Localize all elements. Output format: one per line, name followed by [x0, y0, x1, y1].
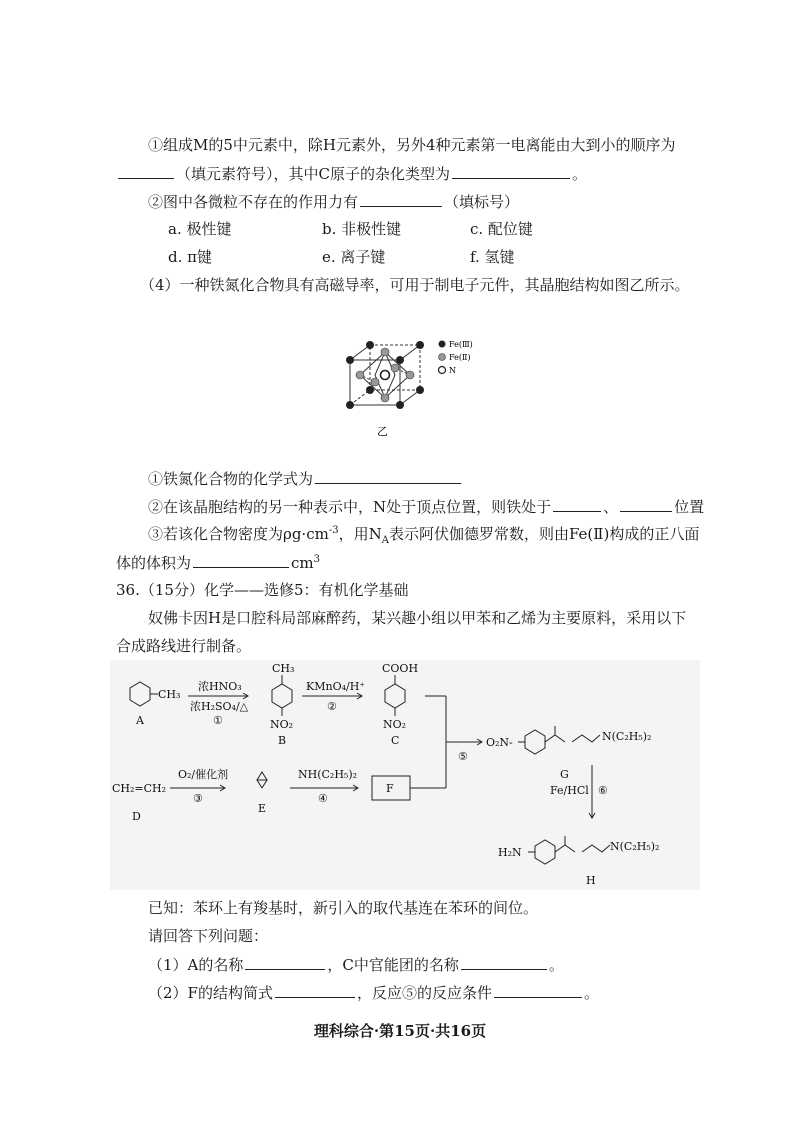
q4-sub3-line2: 体的体积为 $cm^3$ — [116, 554, 321, 572]
svg-text:②: ② — [327, 700, 337, 713]
legend-fe3: Fe(Ⅲ) — [449, 340, 473, 349]
svg-text:③: ③ — [193, 792, 203, 805]
svg-text:CH₃: CH₃ — [272, 662, 295, 675]
svg-text:A: A — [136, 714, 144, 727]
answer-blank[interactable] — [494, 982, 582, 998]
svg-text:H₂N: H₂N — [498, 846, 522, 859]
svg-text:N(C₂H₅)₂: N(C₂H₅)₂ — [602, 730, 652, 743]
q36-answer1: （1）A的名称 ，C中官能团的名称 。 — [148, 956, 564, 974]
legend-n: N — [449, 366, 456, 375]
svg-text:F: F — [386, 782, 394, 795]
q3-part2: ②图中各微粒不存在的作用力有 （填标号） — [148, 193, 520, 211]
svg-text:NO₂: NO₂ — [383, 718, 407, 731]
svg-text:N(C₂H₅)₂: N(C₂H₅)₂ — [610, 840, 660, 853]
svg-text:H: H — [586, 874, 596, 887]
answer-blank[interactable] — [245, 954, 325, 970]
svg-text:O₂/催化剂: O₂/催化剂 — [178, 768, 229, 781]
answer-blank[interactable] — [118, 163, 174, 179]
svg-text:Fe/HCl: Fe/HCl — [550, 784, 589, 797]
svg-text:KMnO₄/H⁺: KMnO₄/H⁺ — [306, 680, 366, 693]
n-atom — [381, 371, 390, 380]
svg-text:COOH: COOH — [382, 662, 419, 675]
svg-text:C: C — [391, 734, 400, 747]
crystal-structure-figure — [335, 330, 495, 440]
svg-text:浓HNO₃: 浓HNO₃ — [198, 680, 242, 693]
q36-intro-1: 奴佛卡因H是口腔科局部麻醉药，某兴趣小组以甲苯和乙烯为主要原料，采用以下 — [148, 609, 687, 627]
option-d: d. π键 — [168, 248, 212, 266]
q36-intro-2: 合成路线进行制备。 — [116, 637, 252, 655]
svg-text:⑤: ⑤ — [458, 750, 468, 763]
svg-text:④: ④ — [318, 792, 328, 805]
svg-text:浓H₂SO₄/△: 浓H₂SO₄/△ — [190, 700, 249, 713]
answer-blank[interactable] — [553, 496, 601, 512]
svg-text:CH₃: CH₃ — [158, 688, 181, 701]
svg-text:⑥: ⑥ — [598, 784, 608, 797]
svg-text:CH₂=CH₂: CH₂=CH₂ — [112, 782, 167, 795]
svg-text:G: G — [560, 768, 569, 781]
q3-part1-line2: （填元素符号），其中C原子的杂化类型为 。 — [116, 163, 587, 184]
q36-answer2: （2）F的结构简式 ，反应⑤的反应条件 。 — [148, 984, 599, 1002]
svg-text:NH(C₂H₅)₂: NH(C₂H₅)₂ — [298, 768, 358, 781]
answer-blank[interactable] — [360, 191, 442, 207]
legend-fe2: Fe(Ⅱ) — [449, 353, 471, 362]
page-footer: 理科综合·第15页·共16页 — [313, 1022, 487, 1040]
svg-text:①: ① — [213, 714, 223, 727]
figure-caption: 乙 — [377, 425, 388, 438]
option-a: a. 极性键 — [168, 220, 232, 238]
answer-blank[interactable] — [275, 982, 355, 998]
svg-text:O₂N-: O₂N- — [486, 736, 513, 749]
synthesis-route-figure — [110, 660, 700, 890]
q36-known: 已知：苯环上有羧基时，新引入的取代基连在苯环的间位。 — [148, 899, 539, 917]
q4-intro: （4）一种铁氮化合物具有高磁导率，可用于制电子元件，其晶胞结构如图乙所示。 — [140, 276, 690, 294]
answer-blank[interactable] — [620, 496, 672, 512]
option-b: b. 非极性键 — [322, 220, 402, 238]
svg-text:E: E — [258, 802, 267, 815]
answer-blank[interactable] — [461, 954, 547, 970]
q4-sub1: ①铁氮化合物的化学式为 — [148, 468, 463, 489]
svg-text:NO₂: NO₂ — [270, 718, 294, 731]
svg-text:B: B — [278, 734, 287, 747]
q3-part1-line1: ①组成M的5中元素中，除H元素外，另外4种元素第一电离能由大到小的顺序为 — [148, 136, 676, 154]
option-f: f. 氢键 — [470, 248, 515, 266]
svg-text:D: D — [132, 810, 141, 823]
answer-blank[interactable] — [315, 468, 461, 484]
q36-ask: 请回答下列问题： — [148, 927, 269, 945]
option-c: c. 配位键 — [470, 220, 533, 238]
q36-title: 36.（15分）化学——选修5：有机化学基础 — [116, 581, 409, 599]
answer-blank[interactable] — [193, 552, 289, 568]
q4-sub3-line1: ③若该化合物密度为$\rho g\cdot cm^{-3}$，用$N_A$表示阿伏伽德罗常数，则由Fe(Ⅱ)构成的正八面 — [148, 525, 700, 546]
option-e: e. 离子键 — [322, 248, 386, 266]
q4-sub2: ②在该晶胞结构的另一种表示中，N处于顶点位置，则铁处于 、 位置 — [148, 498, 705, 516]
answer-blank[interactable] — [452, 163, 570, 179]
